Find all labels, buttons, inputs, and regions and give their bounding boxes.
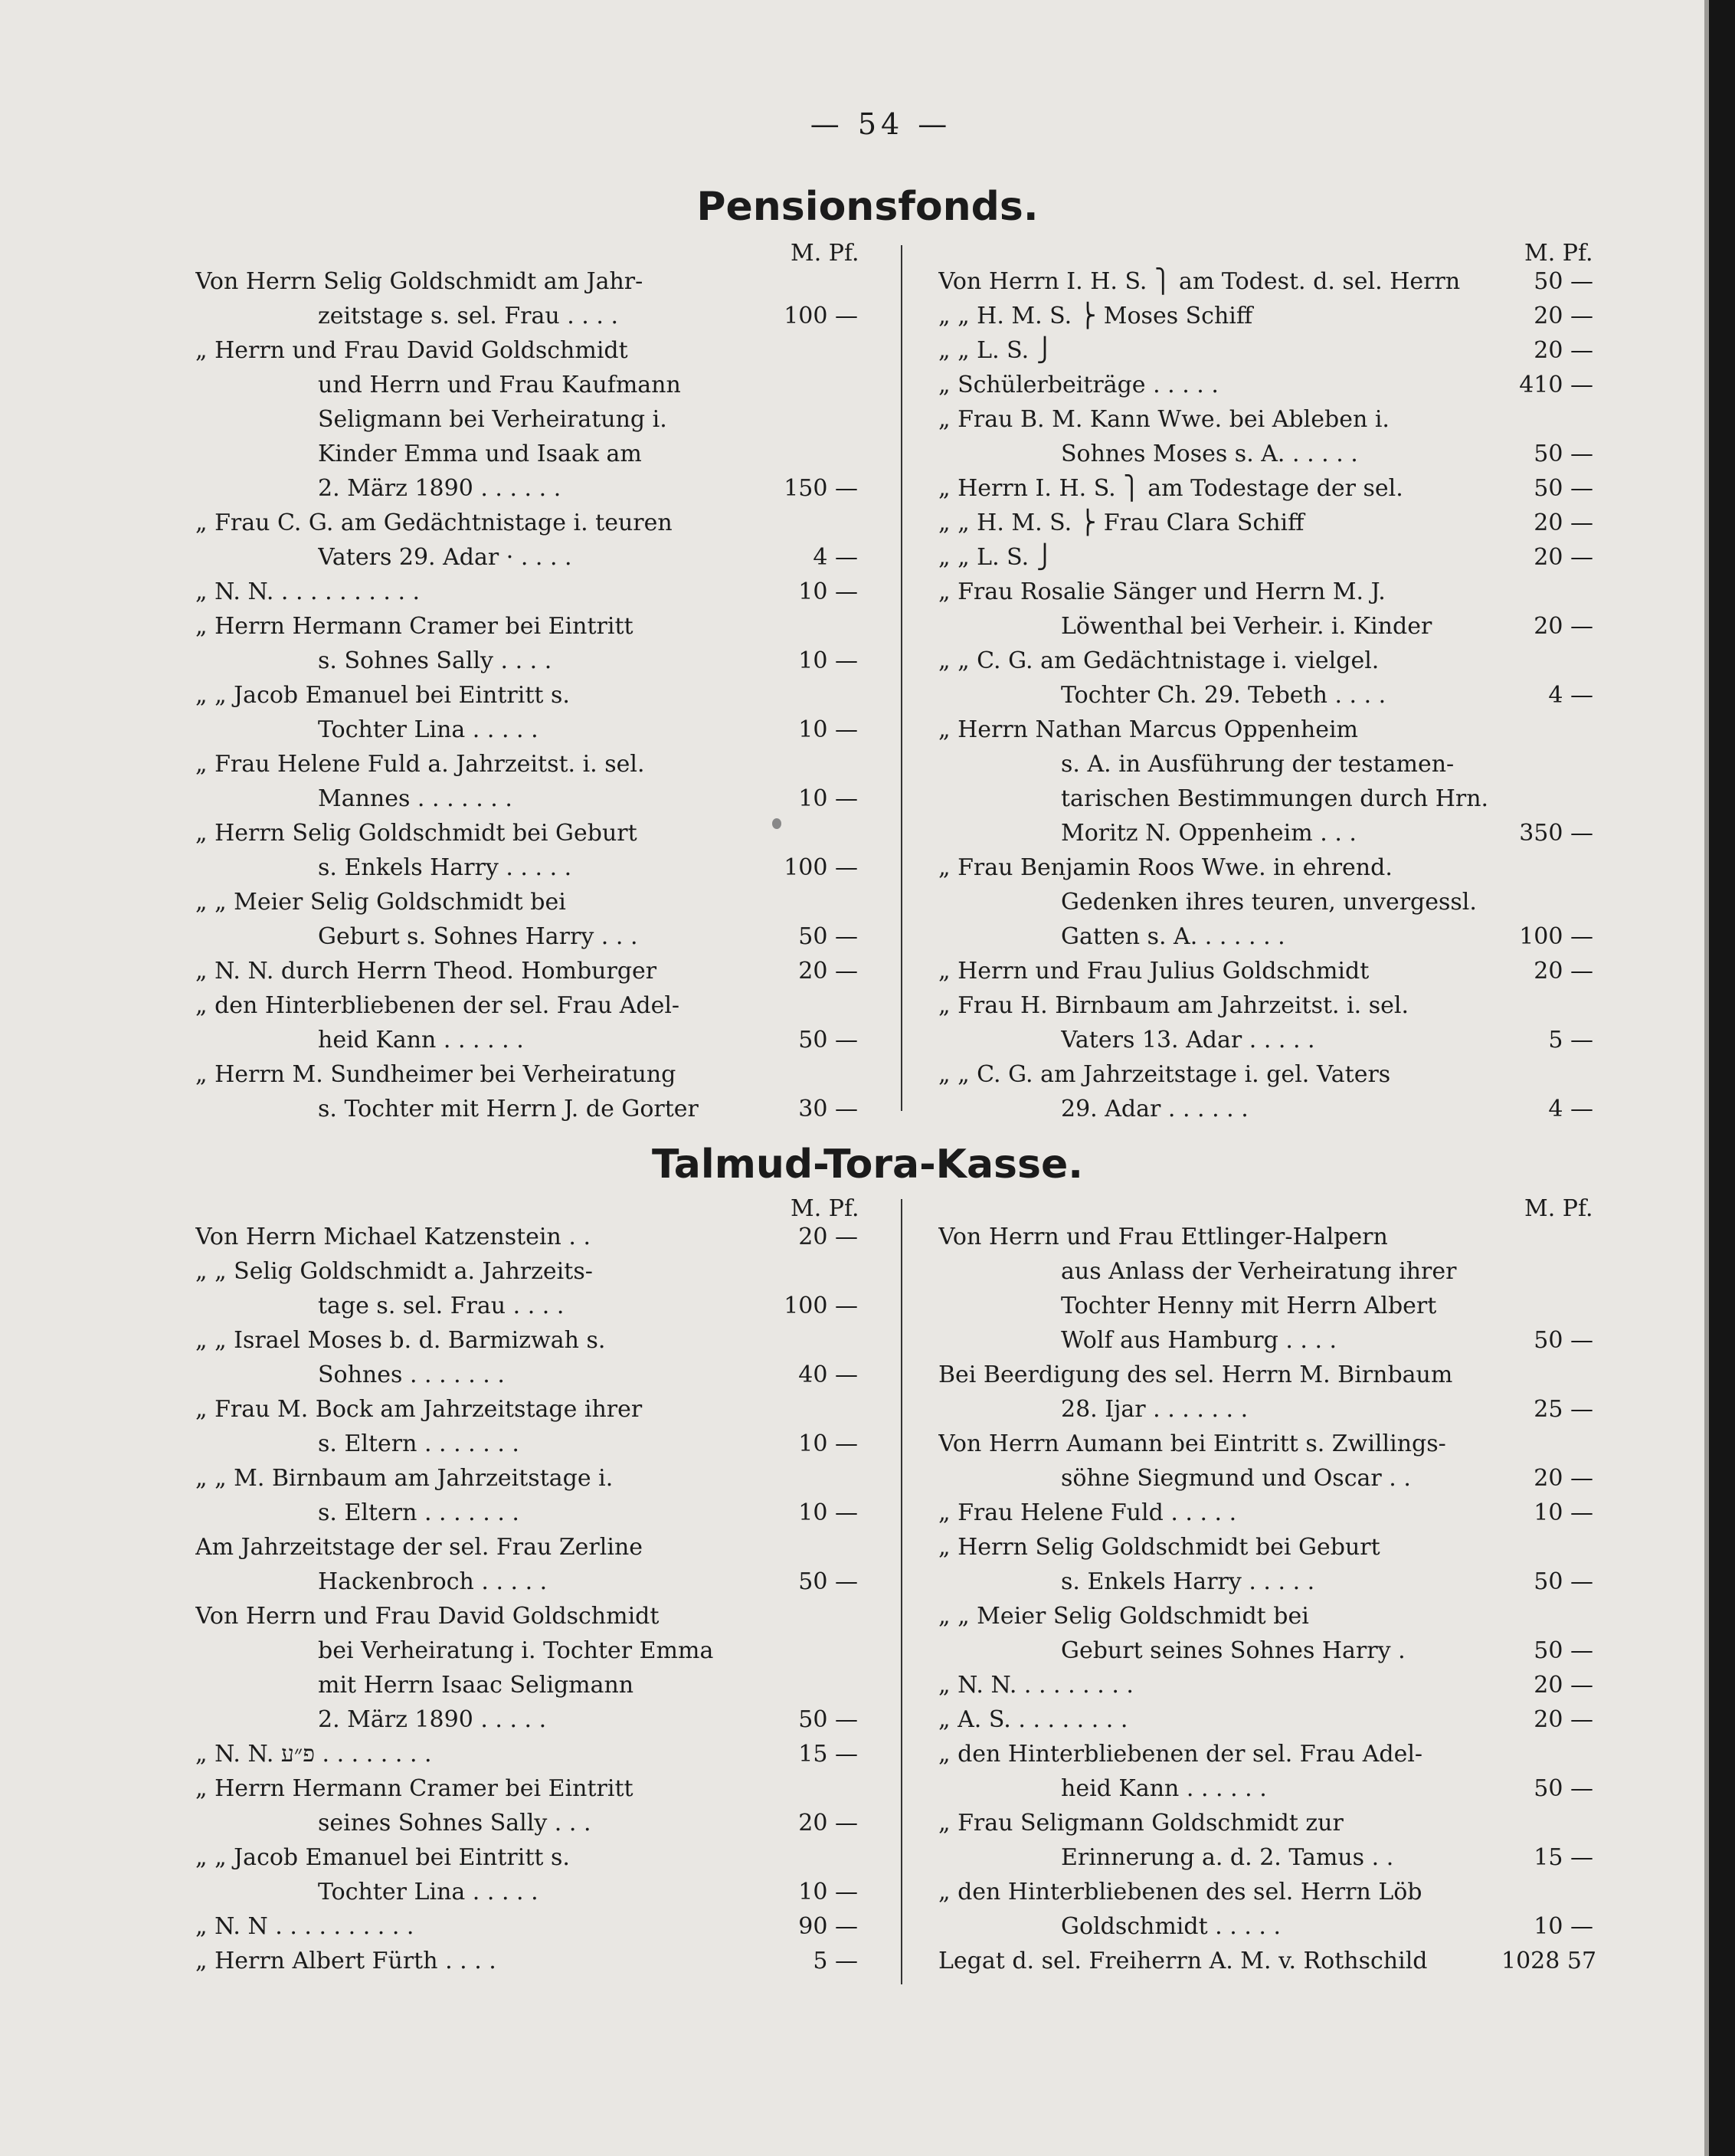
entry-text: Gedenken ihres teuren, unvergessl. xyxy=(1061,889,1477,916)
entry-text: s. Enkels Harry . . . . . xyxy=(318,854,572,881)
entry-text: Von Herrn Selig Goldschmidt am Jahr- xyxy=(195,268,643,295)
ledger-row xyxy=(0,1254,1685,1289)
entry-amount: 20 — xyxy=(798,958,858,985)
entry-amount: 30 — xyxy=(798,1096,858,1122)
entry-amount: 100 — xyxy=(784,854,858,881)
entry-text: „ „ Jacob Emanuel bei Eintritt s. xyxy=(195,1844,570,1871)
ledger-row xyxy=(0,471,1685,506)
entry-text: 28. Ijar . . . . . . . xyxy=(1061,1396,1249,1423)
entry-text: Goldschmidt . . . . . xyxy=(1061,1913,1282,1940)
entry-text: „ N. N. . . . . . . . . xyxy=(938,1672,1134,1699)
entry-amount: 25 — xyxy=(1534,1396,1593,1423)
ledger-row xyxy=(0,1909,1685,1944)
ledger-row xyxy=(0,1599,1685,1633)
entry-amount: 50 — xyxy=(1534,1568,1593,1595)
ledger-row xyxy=(0,1771,1685,1806)
entry-text: tage s. sel. Frau . . . . xyxy=(318,1293,565,1319)
entry-amount: 10 — xyxy=(1534,1913,1593,1940)
ledger-row xyxy=(0,954,1685,988)
column-divider xyxy=(901,1199,902,1984)
entry-text: „ Herrn I. H. S. ⎫ am Todestage der sel. xyxy=(938,475,1403,502)
entry-text: Sohnes . . . . . . . xyxy=(318,1361,505,1388)
entry-text: 2. März 1890 . . . . . . xyxy=(318,475,561,502)
ledger-row xyxy=(0,816,1685,850)
ledger-row xyxy=(0,713,1685,747)
entry-amount: 10 — xyxy=(798,1879,858,1905)
entry-text: „ „ C. G. am Jahrzeitstage i. gel. Vaters xyxy=(938,1061,1391,1088)
section-title: Pensionsfonds. xyxy=(696,184,1039,230)
ledger-row xyxy=(0,402,1685,437)
entry-text: „ „ C. G. am Gedächtnistage i. vielgel. xyxy=(938,647,1380,674)
entry-amount: 20 — xyxy=(1534,303,1593,329)
entry-amount: 100 — xyxy=(784,303,858,329)
column-header-right: M. Pf. xyxy=(1524,1195,1593,1222)
entry-text: bei Verheiratung i. Tochter Emma xyxy=(318,1637,714,1664)
entry-amount: 50 — xyxy=(1534,441,1593,467)
entry-text: „ „ Meier Selig Goldschmidt bei xyxy=(938,1603,1309,1630)
entry-text: Am Jahrzeitstage der sel. Frau Zerline xyxy=(195,1534,643,1561)
entry-amount: 20 — xyxy=(1534,510,1593,536)
entry-amount: 410 — xyxy=(1519,372,1593,398)
entry-text: „ N. N. . . . . . . . . . . xyxy=(195,578,421,605)
ledger-row xyxy=(0,747,1685,781)
ledger-row xyxy=(0,1875,1685,1909)
entry-text: s. Sohnes Sally . . . . xyxy=(318,647,552,674)
ledger-row xyxy=(0,1806,1685,1840)
ledger-row xyxy=(0,299,1685,333)
entry-text: Sohnes Moses s. A. . . . . . xyxy=(1061,441,1358,467)
entry-text: Tochter Henny mit Herrn Albert xyxy=(1061,1293,1437,1319)
ledger-row xyxy=(0,1023,1685,1057)
entry-text: „ den Hinterbliebenen der sel. Frau Adel- xyxy=(195,992,680,1019)
entry-amount: 20 — xyxy=(1534,337,1593,364)
ledger-row xyxy=(0,1323,1685,1358)
entry-amount: 20 — xyxy=(1534,544,1593,571)
entry-text: und Herrn und Frau Kaufmann xyxy=(318,372,681,398)
entry-text: „ N. N . . . . . . . . . . xyxy=(195,1913,414,1940)
entry-text: „ Herrn M. Sundheimer bei Verheiratung xyxy=(195,1061,676,1088)
entry-text: „ „ L. S. ⎭ xyxy=(938,337,1054,364)
entry-text: „ Frau Rosalie Sänger und Herrn M. J. xyxy=(938,578,1386,605)
entry-text: Erinnerung a. d. 2. Tamus . . xyxy=(1061,1844,1394,1871)
entry-text: „ Frau Helene Fuld . . . . . xyxy=(938,1499,1237,1526)
entry-text: Mannes . . . . . . . xyxy=(318,785,512,812)
ledger-row xyxy=(0,988,1685,1023)
entry-amount: 4 — xyxy=(1548,682,1593,709)
ledger-row xyxy=(0,333,1685,368)
ledger-row xyxy=(0,437,1685,471)
ledger-row xyxy=(0,506,1685,540)
ledger-row xyxy=(0,919,1685,954)
entry-text: Von Herrn Michael Katzenstein . . xyxy=(195,1224,591,1250)
ledger-row xyxy=(0,1944,1685,1978)
ledger-row xyxy=(0,1633,1685,1668)
entry-text: s. Eltern . . . . . . . xyxy=(318,1430,519,1457)
ledger-row xyxy=(0,1427,1685,1461)
entry-text: „ Frau C. G. am Gedächtnistage i. teuren xyxy=(195,510,673,536)
entry-amount: 20 — xyxy=(798,1810,858,1837)
entry-amount: 100 — xyxy=(1519,923,1593,950)
page-number: — 54 — xyxy=(810,107,952,141)
entry-amount: 20 — xyxy=(1534,958,1593,985)
entry-text: Tochter Lina . . . . . xyxy=(318,1879,539,1905)
ledger-row xyxy=(0,1289,1685,1323)
column-header-left: M. Pf. xyxy=(791,1195,859,1222)
entry-amount: 50 — xyxy=(798,1706,858,1733)
entry-text: Wolf aus Hamburg . . . . xyxy=(1061,1327,1337,1354)
entry-amount: 50 — xyxy=(1534,1637,1593,1664)
entry-text: Geburt s. Sohnes Harry . . . xyxy=(318,923,638,950)
column-header-left: M. Pf. xyxy=(791,240,859,267)
entry-text: „ „ Meier Selig Goldschmidt bei xyxy=(195,889,566,916)
ledger-row xyxy=(0,264,1685,299)
entry-text: „ A. S. . . . . . . . . xyxy=(938,1706,1128,1733)
ledger-row xyxy=(0,1737,1685,1771)
ledger-row xyxy=(0,1392,1685,1427)
entry-text: söhne Siegmund und Oscar . . xyxy=(1061,1465,1411,1492)
entry-text: Gatten s. A. . . . . . . xyxy=(1061,923,1285,950)
entry-text: s. Enkels Harry . . . . . xyxy=(1061,1568,1315,1595)
entry-amount: 50 — xyxy=(1534,475,1593,502)
entry-text: Von Herrn und Frau Ettlinger-Halpern xyxy=(938,1224,1388,1250)
entry-text: „ „ M. Birnbaum am Jahrzeitstage i. xyxy=(195,1465,614,1492)
ledger-row xyxy=(0,678,1685,713)
entry-text: „ Herrn und Frau David Goldschmidt xyxy=(195,337,628,364)
entry-amount: 50 — xyxy=(1534,1775,1593,1802)
entry-text: 2. März 1890 . . . . . xyxy=(318,1706,547,1733)
entry-amount: 10 — xyxy=(798,716,858,743)
ledger-row xyxy=(0,1668,1685,1702)
entry-text: „ Herrn Nathan Marcus Oppenheim xyxy=(938,716,1358,743)
entry-text: „ den Hinterbliebenen des sel. Herrn Löb xyxy=(938,1879,1422,1905)
entry-text: Vaters 29. Adar · . . . . xyxy=(318,544,572,571)
entry-text: „ Herrn Hermann Cramer bei Eintritt xyxy=(195,1775,633,1802)
entry-amount: 20 — xyxy=(1534,1465,1593,1492)
entry-amount: 5 — xyxy=(813,1948,858,1974)
entry-text: tarischen Bestimmungen durch Hrn. xyxy=(1061,785,1489,812)
ledger-row xyxy=(0,1220,1685,1254)
entry-amount: 1028 57 xyxy=(1501,1948,1597,1974)
entry-amount: 50 — xyxy=(798,923,858,950)
entry-text: s. Eltern . . . . . . . xyxy=(318,1499,519,1526)
entry-amount: 50 — xyxy=(1534,268,1593,295)
entry-amount: 20 — xyxy=(798,1224,858,1250)
entry-amount: 150 — xyxy=(784,475,858,502)
entry-text: Seligmann bei Verheiratung i. xyxy=(318,406,667,433)
entry-text: „ „ H. M. S. ⎬ Frau Clara Schiff xyxy=(938,510,1305,536)
entry-text: Kinder Emma und Isaak am xyxy=(318,441,642,467)
ledger-row xyxy=(0,1092,1685,1126)
entry-text: „ Frau Seligmann Goldschmidt zur xyxy=(938,1810,1344,1837)
entry-text: Tochter Lina . . . . . xyxy=(318,716,539,743)
entry-amount: 20 — xyxy=(1534,1672,1593,1699)
ledger-row xyxy=(0,1565,1685,1599)
entry-amount: 50 — xyxy=(798,1027,858,1053)
entry-amount: 10 — xyxy=(1534,1499,1593,1526)
entry-text: Von Herrn und Frau David Goldschmidt xyxy=(195,1603,660,1630)
ledger-row xyxy=(0,1461,1685,1496)
entry-amount: 10 — xyxy=(798,785,858,812)
entry-text: „ „ L. S. ⎭ xyxy=(938,544,1054,571)
entry-text: Vaters 13. Adar . . . . . xyxy=(1061,1027,1315,1053)
entry-text: „ Herrn Albert Fürth . . . . xyxy=(195,1948,496,1974)
entry-text: heid Kann . . . . . . xyxy=(1061,1775,1267,1802)
entry-text: Von Herrn Aumann bei Eintritt s. Zwillings- xyxy=(938,1430,1446,1457)
entry-text: „ „ Jacob Emanuel bei Eintritt s. xyxy=(195,682,570,709)
entry-amount: 4 — xyxy=(813,544,858,571)
ledger-row xyxy=(0,1358,1685,1392)
entry-text: s. A. in Ausführung der testamen- xyxy=(1061,751,1455,778)
entry-text: 29. Adar . . . . . . xyxy=(1061,1096,1249,1122)
entry-amount: 90 — xyxy=(798,1913,858,1940)
entry-text: Von Herrn I. H. S. ⎫ am Todest. d. sel. Herrn xyxy=(938,268,1461,295)
entry-amount: 20 — xyxy=(1534,1706,1593,1733)
entry-text: „ Frau M. Bock am Jahrzeitstage ihrer xyxy=(195,1396,643,1423)
entry-text: zeitstage s. sel. Frau . . . . xyxy=(318,303,618,329)
entry-text: Bei Beerdigung des sel. Herrn M. Birnbaum xyxy=(938,1361,1453,1388)
entry-amount: 40 — xyxy=(798,1361,858,1388)
entry-text: „ N. N. durch Herrn Theod. Homburger xyxy=(195,958,657,985)
entry-amount: 15 — xyxy=(1534,1844,1593,1871)
ledger-row xyxy=(0,540,1685,575)
section-title: Talmud-Tora-Kasse. xyxy=(652,1142,1083,1188)
entry-text: Hackenbroch . . . . . xyxy=(318,1568,548,1595)
entry-text: Geburt seines Sohnes Harry . xyxy=(1061,1637,1406,1664)
scan-edge-shadow xyxy=(1704,0,1709,2156)
ledger-row xyxy=(0,368,1685,402)
entry-text: Tochter Ch. 29. Tebeth . . . . xyxy=(1061,682,1386,709)
entry-amount: 10 — xyxy=(798,1430,858,1457)
ledger-row xyxy=(0,1702,1685,1737)
entry-text: „ N. N. פ״ע . . . . . . . . xyxy=(195,1741,432,1768)
ledger-row xyxy=(0,575,1685,609)
ledger-row xyxy=(0,885,1685,919)
entry-text: „ den Hinterbliebenen der sel. Frau Adel- xyxy=(938,1741,1423,1768)
entry-amount: 15 — xyxy=(798,1741,858,1768)
entry-text: s. Tochter mit Herrn J. de Gorter xyxy=(318,1096,699,1122)
entry-text: „ Herrn und Frau Julius Goldschmidt xyxy=(938,958,1370,985)
entry-text: „ „ Israel Moses b. d. Barmizwah s. xyxy=(195,1327,606,1354)
ledger-row xyxy=(0,644,1685,678)
ledger-row xyxy=(0,850,1685,885)
entry-text: mit Herrn Isaac Seligmann xyxy=(318,1672,634,1699)
entry-text: „ Schülerbeiträge . . . . . xyxy=(938,372,1219,398)
entry-text: „ Frau Benjamin Roos Wwe. in ehrend. xyxy=(938,854,1393,881)
entry-amount: 10 — xyxy=(798,647,858,674)
ledger-row xyxy=(0,1530,1685,1565)
entry-amount: 100 — xyxy=(784,1293,858,1319)
entry-amount: 5 — xyxy=(1548,1027,1593,1053)
entry-text: „ „ H. M. S. ⎬ Moses Schiff xyxy=(938,303,1253,329)
ledger-row xyxy=(0,781,1685,816)
entry-text: heid Kann . . . . . . xyxy=(318,1027,524,1053)
ledger-row xyxy=(0,1840,1685,1875)
ledger-row xyxy=(0,1496,1685,1530)
entry-text: „ Frau B. M. Kann Wwe. bei Ableben i. xyxy=(938,406,1390,433)
scan-edge xyxy=(1709,0,1735,2156)
entry-amount: 10 — xyxy=(798,1499,858,1526)
entry-text: „ Frau H. Birnbaum am Jahrzeitst. i. sel. xyxy=(938,992,1409,1019)
entry-amount: 350 — xyxy=(1519,820,1593,847)
entry-text: „ Frau Helene Fuld a. Jahrzeitst. i. sel. xyxy=(195,751,645,778)
entry-amount: 50 — xyxy=(1534,1327,1593,1354)
entry-amount: 50 — xyxy=(798,1568,858,1595)
entry-text: „ Herrn Selig Goldschmidt bei Geburt xyxy=(195,820,637,847)
entry-text: Legat d. sel. Freiherrn A. M. v. Rothschild xyxy=(938,1948,1428,1974)
ledger-row xyxy=(0,609,1685,644)
column-divider xyxy=(901,245,902,1111)
entry-amount: 10 — xyxy=(798,578,858,605)
ledger-row xyxy=(0,1057,1685,1092)
entry-amount: 4 — xyxy=(1548,1096,1593,1122)
entry-text: aus Anlass der Verheiratung ihrer xyxy=(1061,1258,1457,1285)
entry-text: „ Herrn Selig Goldschmidt bei Geburt xyxy=(938,1534,1380,1561)
entry-text: Löwenthal bei Verheir. i. Kinder xyxy=(1061,613,1432,640)
entry-amount: 20 — xyxy=(1534,613,1593,640)
column-header-right: M. Pf. xyxy=(1524,240,1593,267)
entry-text: „ Herrn Hermann Cramer bei Eintritt xyxy=(195,613,633,640)
entry-text: „ „ Selig Goldschmidt a. Jahrzeits- xyxy=(195,1258,593,1285)
entry-text: Moritz N. Oppenheim . . . xyxy=(1061,820,1357,847)
entry-text: seines Sohnes Sally . . . xyxy=(318,1810,591,1837)
